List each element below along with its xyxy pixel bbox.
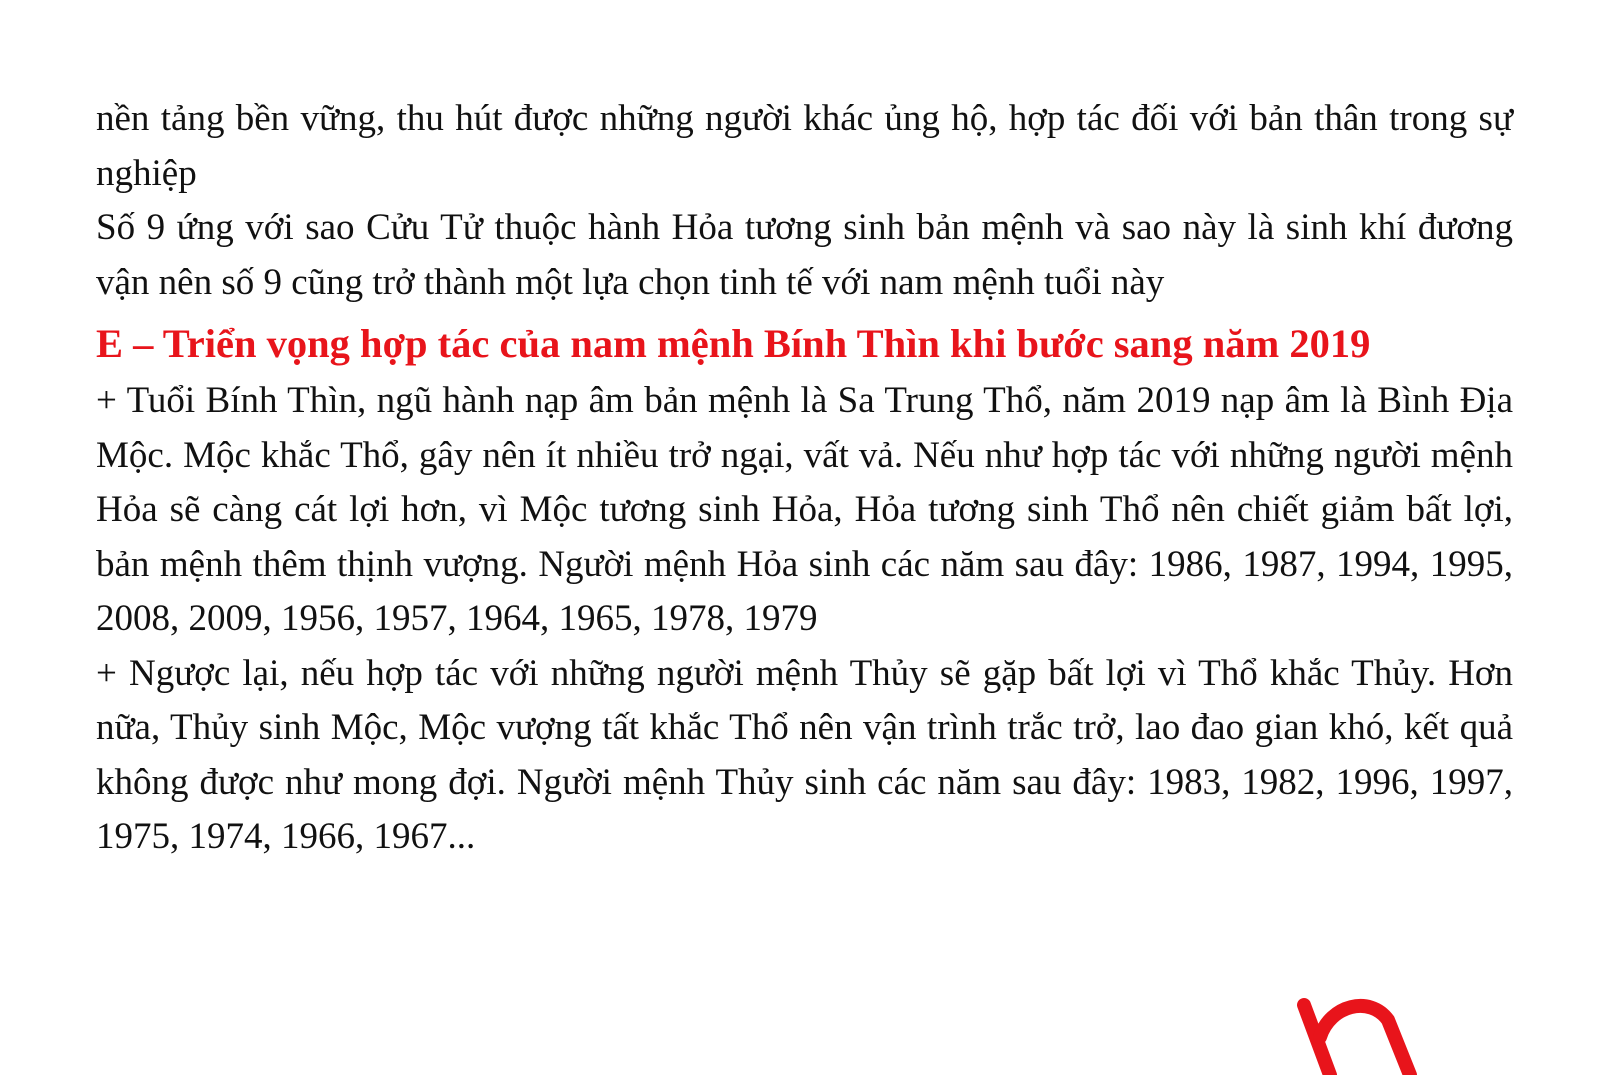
section-heading: E – Triển vọng hợp tác của nam mệnh Bính Thìn khi bước sang năm 2019 (96, 321, 1371, 366)
paragraph-intro-continuation: nền tảng bền vững, thu hút được những người khác ủng hộ, hợp tác đối với bản thân trong sự nghiệp (96, 98, 1513, 194)
paragraph-fire-partners: + Tuổi Bính Thìn, ngũ hành nạp âm bản mệnh là Sa Trung Thổ, năm 2019 nạp âm là Bình Địa Mộc. Mộc khắc Thổ, gây nên ít nhiều trở ngại, vất vả. Nếu như hợp tác với những người mệnh Hỏa sẽ càng cát lợi hơn, vì Mộc tương sinh Hỏa, Hỏa tương sinh Thổ nên chiết giảm bất lợi, bản mệnh thêm thịnh vượng. Người mệnh Hỏa sinh các năm sau đây: 1986, 1987, 1994, 1995, 2008, 2009, 1956, 1957, 1964, 1965, 1978, 1979 (96, 380, 1513, 639)
paragraph-water-partners: + Ngược lại, nếu hợp tác với những người mệnh Thủy sẽ gặp bất lợi vì Thổ khắc Thủy. Hơn nữa, Thủy sinh Mộc, Mộc vượng tất khắc Thổ nên vận trình trắc trở, lao đao gian khó, kết quả không được như mong đợi. Người mệnh Thủy sinh các năm sau đây: 1983, 1982, 1996, 1997, 1975, 1974, 1966, 1967... (96, 652, 1513, 857)
logo-watermark-icon (1290, 975, 1430, 1075)
document-page (96, 92, 1513, 865)
paragraph-number-nine: Số 9 ứng với sao Cửu Tử thuộc hành Hỏa tương sinh bản mệnh và sao này là sinh khí đương vận nên số 9 cũng trở thành một lựa chọn tinh tế với nam mệnh tuổi này (96, 207, 1513, 303)
